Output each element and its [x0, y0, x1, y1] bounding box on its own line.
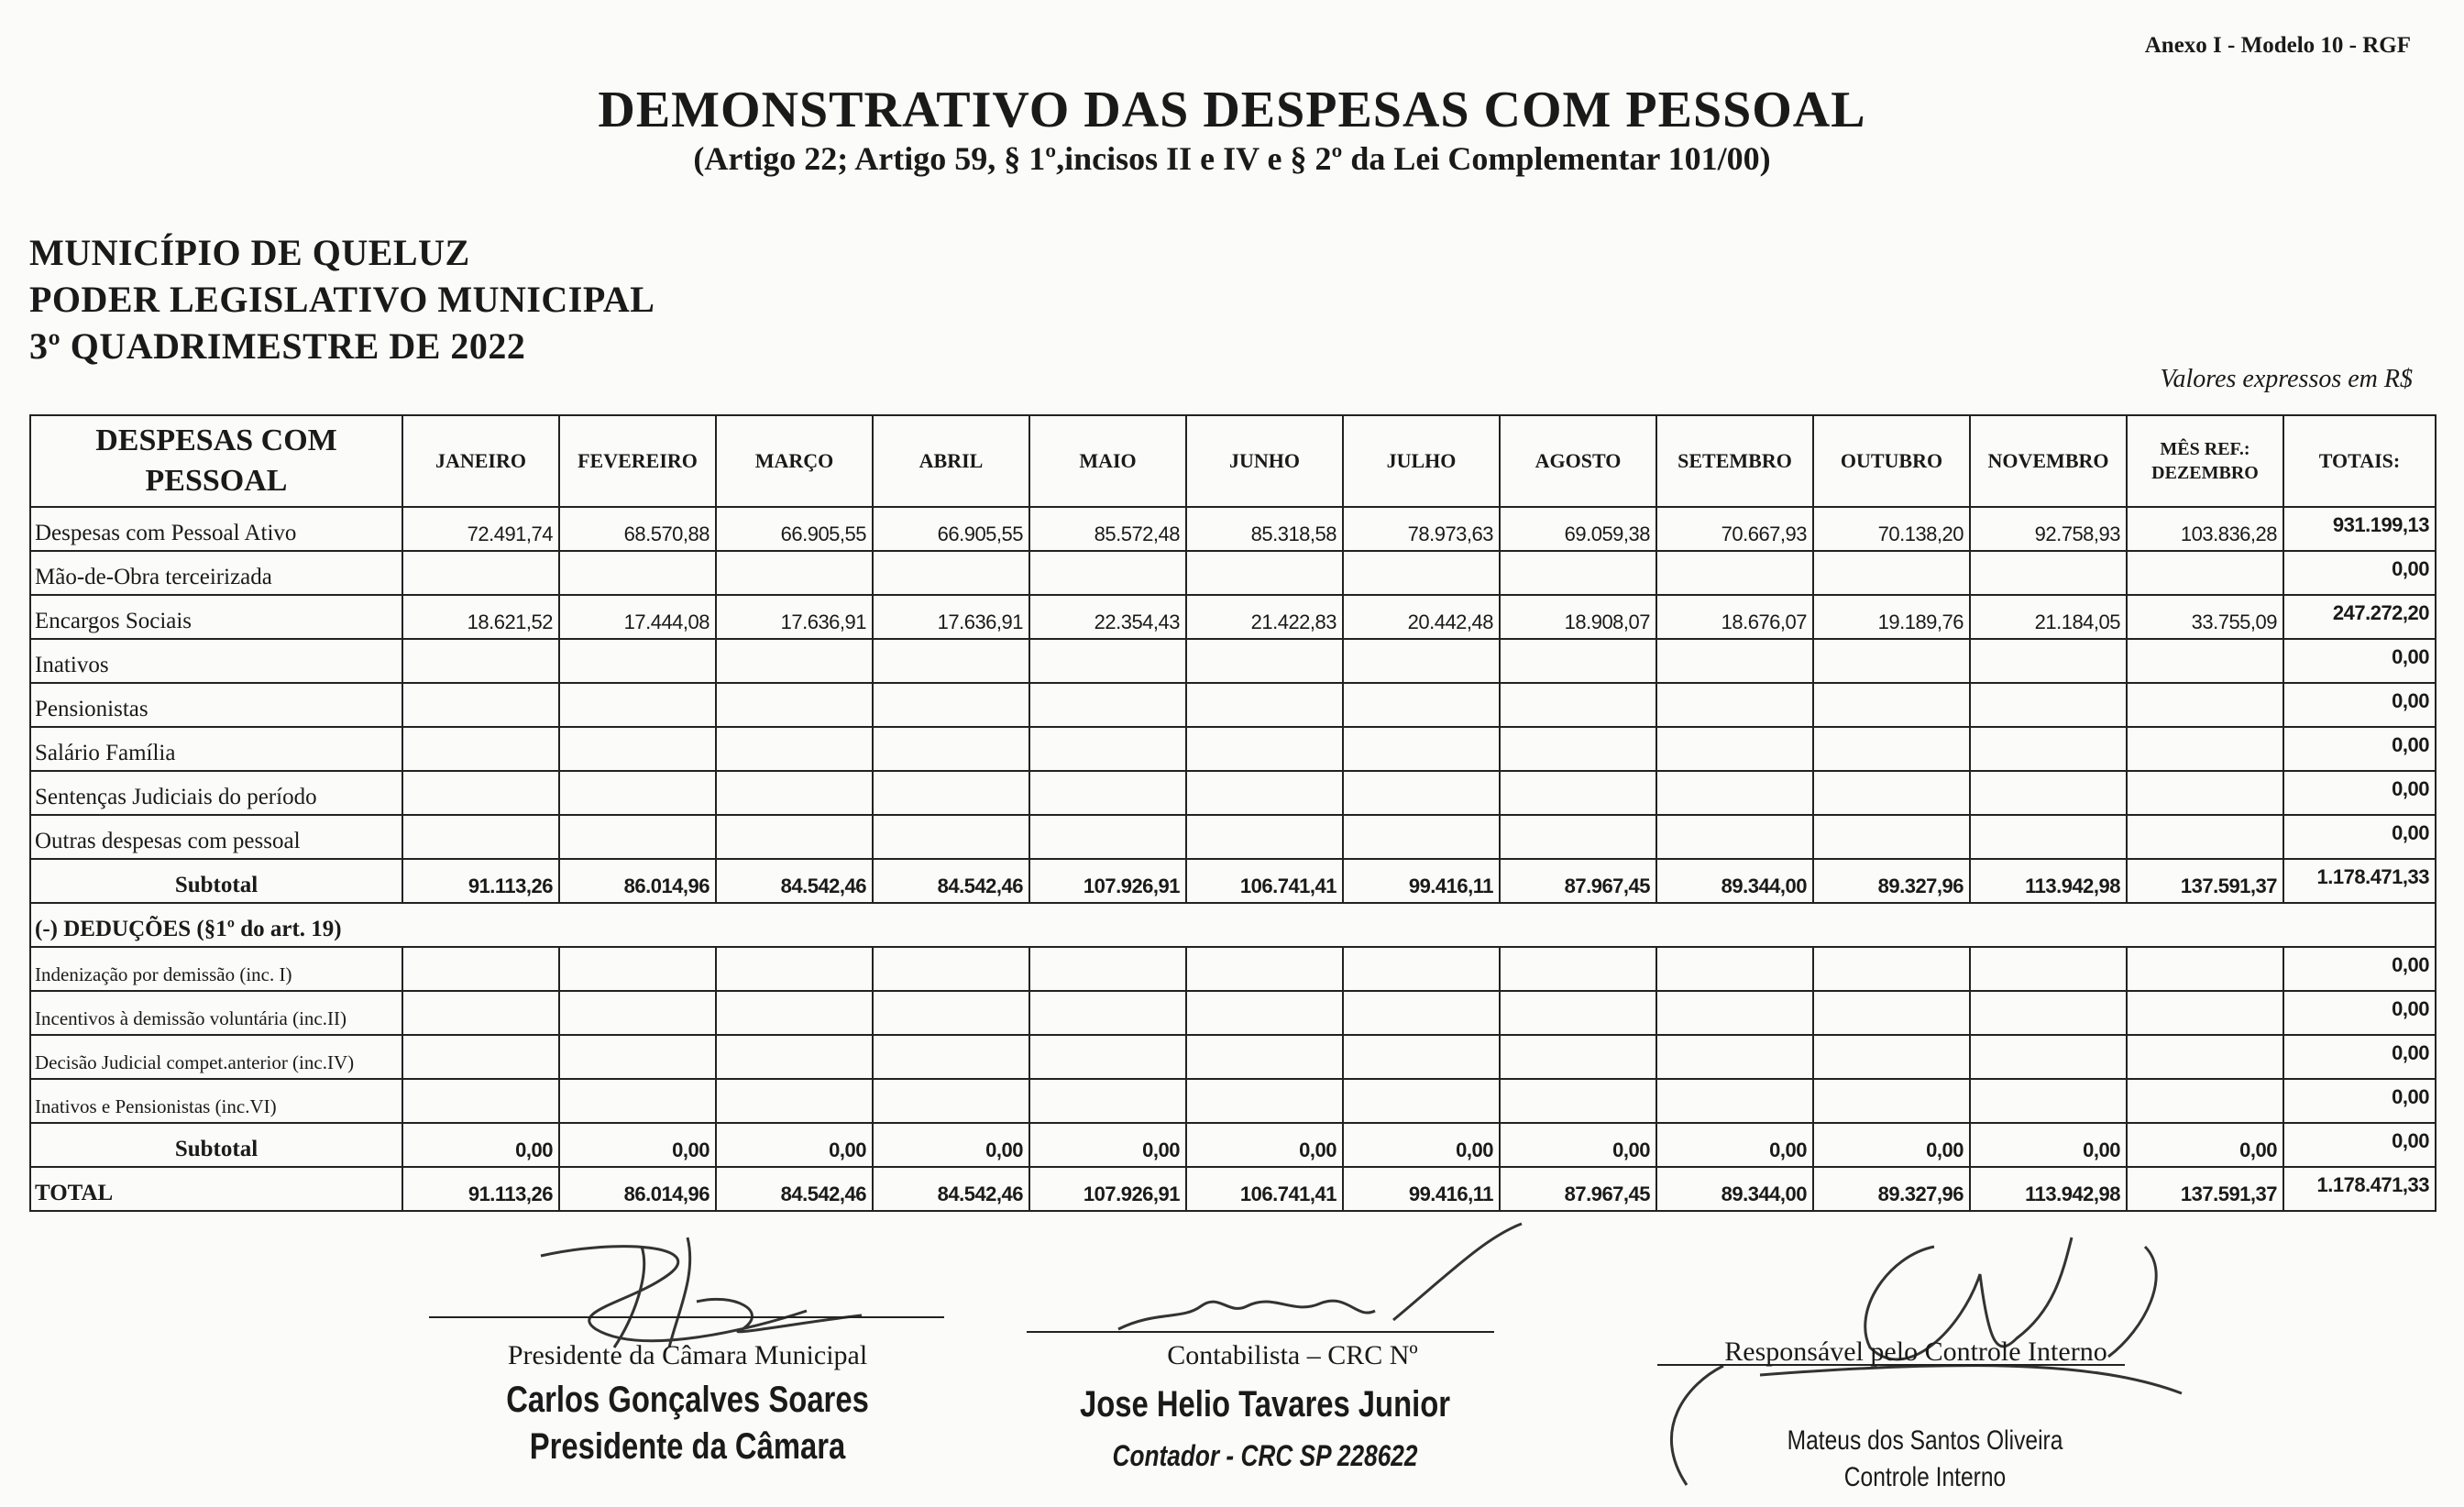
cell-value: 87.967,45 [1500, 859, 1656, 903]
cell-value: 86.014,96 [559, 859, 716, 903]
cell-value: 21.184,05 [1970, 595, 2127, 639]
cell-value [873, 771, 1029, 815]
table-row [30, 683, 2436, 727]
deductions-header-row [30, 903, 2436, 947]
cell-value: 0,00 [716, 1123, 873, 1167]
cell-value [1970, 991, 2127, 1035]
cell-value [1970, 1079, 2127, 1123]
cell-value: 18.908,07 [1500, 595, 1656, 639]
cell-value [1813, 991, 1970, 1035]
cell-value: 106.741,41 [1186, 859, 1343, 903]
cell-value [1343, 727, 1500, 771]
cell-value [559, 991, 716, 1035]
cell-value: 107.926,91 [1029, 1167, 1186, 1211]
cell-value [1500, 727, 1656, 771]
cell-value [1970, 639, 2127, 683]
cell-value [1656, 947, 1813, 991]
cell-total: 0,00 [2283, 1035, 2436, 1079]
signature-line-accountant [1027, 1331, 1494, 1333]
row-label: Incentivos à demissão voluntária (inc.II) [30, 991, 402, 1035]
cell-value: 84.542,46 [716, 1167, 873, 1211]
cell-value [1500, 1079, 1656, 1123]
cell-value: 87.967,45 [1500, 1167, 1656, 1211]
cell-value: 91.113,26 [402, 859, 559, 903]
header-description: DESPESAS COM PESSOAL [30, 415, 402, 507]
cell-value [1186, 771, 1343, 815]
cell-value [1029, 991, 1186, 1035]
signature-line-president [429, 1316, 944, 1318]
cell-value [1970, 683, 2127, 727]
cell-value: 17.444,08 [559, 595, 716, 639]
signature-title-internal-control: Controle Interno [1843, 1462, 2007, 1492]
row-label: Inativos e Pensionistas (inc.VI) [30, 1079, 402, 1123]
cell-value [402, 1079, 559, 1123]
cell-value [716, 551, 873, 595]
cell-value [1656, 1079, 1813, 1123]
cell-value: 106.741,41 [1186, 1167, 1343, 1211]
cell-total: 931.199,13 [2283, 507, 2436, 551]
cell-value [1813, 683, 1970, 727]
cell-value [716, 683, 873, 727]
cell-value: 20.442,48 [1343, 595, 1500, 639]
cell-value [1813, 1079, 1970, 1123]
cell-value [1970, 551, 2127, 595]
cell-value [1029, 815, 1186, 859]
cell-value [1970, 815, 2127, 859]
cell-value [1343, 1079, 1500, 1123]
cell-value: 92.758,93 [1970, 507, 2127, 551]
cell-value: 91.113,26 [402, 1167, 559, 1211]
row-label: Salário Família [30, 727, 402, 771]
cell-value [873, 727, 1029, 771]
cell-value: 89.327,96 [1813, 859, 1970, 903]
cell-value [1343, 771, 1500, 815]
header-totals: TOTAIS: [2283, 415, 2436, 507]
cell-value [1500, 639, 1656, 683]
cell-value [1186, 991, 1343, 1035]
cell-value [1500, 551, 1656, 595]
header-ref-month: MÊS REF.: DEZEMBRO [2127, 415, 2283, 507]
cell-value [2127, 1079, 2283, 1123]
cell-value [402, 991, 559, 1035]
cell-value [1813, 639, 1970, 683]
cell-value: 0,00 [1029, 1123, 1186, 1167]
cell-value [2127, 683, 2283, 727]
table-row [30, 639, 2436, 683]
table-row [30, 771, 2436, 815]
cell-value [559, 639, 716, 683]
cell-value: 18.621,52 [402, 595, 559, 639]
cell-value: 0,00 [559, 1123, 716, 1167]
entity-municipality: MUNICÍPIO DE QUELUZ [29, 232, 470, 273]
signature-name-accountant: Jose Helio Tavares Junior [1079, 1384, 1451, 1424]
cell-value: 66.905,55 [716, 507, 873, 551]
cell-value [1500, 1035, 1656, 1079]
row-label: Outras despesas com pessoal [30, 815, 402, 859]
cell-value: 107.926,91 [1029, 859, 1186, 903]
cell-value: 18.676,07 [1656, 595, 1813, 639]
table-row [30, 727, 2436, 771]
cell-value: 89.344,00 [1656, 1167, 1813, 1211]
cell-total: 0,00 [2283, 991, 2436, 1035]
cell-value [1813, 947, 1970, 991]
cell-value [1970, 1035, 2127, 1079]
row-label: Subtotal [30, 1123, 402, 1167]
signature-scribble-president [513, 1219, 972, 1357]
cell-value: 0,00 [1500, 1123, 1656, 1167]
cell-total: 247.272,20 [2283, 595, 2436, 639]
cell-value: 0,00 [1970, 1123, 2127, 1167]
header-month: FEVEREIRO [559, 415, 716, 507]
table-row [30, 551, 2436, 595]
cell-value: 84.542,46 [873, 859, 1029, 903]
signature-scribble-accountant [1100, 1219, 1540, 1357]
cell-value [1029, 639, 1186, 683]
cell-value [559, 1035, 716, 1079]
cell-value [1813, 815, 1970, 859]
cell-value [402, 815, 559, 859]
cell-value: 0,00 [402, 1123, 559, 1167]
row-label: Encargos Sociais [30, 595, 402, 639]
cell-value [1343, 991, 1500, 1035]
document-title: DEMONSTRATIVO DAS DESPESAS COM PESSOAL [598, 82, 1866, 138]
cell-total: 0,00 [2283, 1079, 2436, 1123]
cell-value [402, 683, 559, 727]
expenses-table-wrapper [29, 414, 2435, 1206]
cell-value [559, 1079, 716, 1123]
table-row [30, 507, 2436, 551]
header-month: JULHO [1343, 415, 1500, 507]
cell-value: 0,00 [2127, 1123, 2283, 1167]
table-row [30, 815, 2436, 859]
cell-value: 0,00 [1656, 1123, 1813, 1167]
cell-value: 69.059,38 [1500, 507, 1656, 551]
table-row [30, 1035, 2436, 1079]
cell-value [559, 947, 716, 991]
cell-value [716, 815, 873, 859]
cell-value [716, 991, 873, 1035]
cell-value: 66.905,55 [873, 507, 1029, 551]
cell-total: 0,00 [2283, 639, 2436, 683]
row-label: Decisão Judicial compet.anterior (inc.IV) [30, 1035, 402, 1079]
cell-total: 0,00 [2283, 947, 2436, 991]
cell-value [1029, 771, 1186, 815]
document-subtitle: (Artigo 22; Artigo 59, § 1º,incisos II e IV e § 2º da Lei Complementar 101/00) [693, 140, 1771, 177]
cell-value: 68.570,88 [559, 507, 716, 551]
cell-value [1656, 683, 1813, 727]
signature-name-president: Carlos Gonçalves Soares [506, 1380, 869, 1420]
cell-value [2127, 947, 2283, 991]
cell-value [873, 1035, 1029, 1079]
cell-value: 89.327,96 [1813, 1167, 1970, 1211]
cell-value [873, 639, 1029, 683]
cell-value [1343, 947, 1500, 991]
cell-value: 33.755,09 [2127, 595, 2283, 639]
cell-value [559, 551, 716, 595]
cell-value [716, 1079, 873, 1123]
cell-value: 113.942,98 [1970, 1167, 2127, 1211]
cell-total: 0,00 [2283, 683, 2436, 727]
cell-value: 99.416,11 [1343, 859, 1500, 903]
cell-value [873, 991, 1029, 1035]
cell-value: 19.189,76 [1813, 595, 1970, 639]
cell-value [1186, 1079, 1343, 1123]
total-row [30, 1167, 2436, 1211]
cell-value: 72.491,74 [402, 507, 559, 551]
cell-value [1186, 683, 1343, 727]
cell-value [1029, 947, 1186, 991]
cell-value [1029, 1079, 1186, 1123]
cell-value [1500, 991, 1656, 1035]
cell-value [2127, 771, 2283, 815]
cell-value: 113.942,98 [1970, 859, 2127, 903]
header-month: NOVEMBRO [1970, 415, 2127, 507]
cell-value [1186, 639, 1343, 683]
cell-value: 70.667,93 [1656, 507, 1813, 551]
cell-value: 70.138,20 [1813, 507, 1970, 551]
cell-value [873, 947, 1029, 991]
signature-name-internal-control: Mateus dos Santos Oliveira [1787, 1425, 2063, 1456]
expenses-table [29, 414, 2436, 1212]
cell-value: 0,00 [1186, 1123, 1343, 1167]
cell-value [873, 551, 1029, 595]
signature-role-accountant: Contabilista – CRC Nº [1167, 1340, 1418, 1370]
cell-value [1813, 727, 1970, 771]
table-row [30, 595, 2436, 639]
cell-value: 0,00 [1813, 1123, 1970, 1167]
cell-value [1343, 639, 1500, 683]
cell-value: 85.318,58 [1186, 507, 1343, 551]
cell-value [716, 639, 873, 683]
row-label: Subtotal [30, 859, 402, 903]
cell-value [402, 1035, 559, 1079]
cell-value [1029, 727, 1186, 771]
cell-value [2127, 1035, 2283, 1079]
signature-title-president: Presidente da Câmara [529, 1426, 846, 1467]
cell-value [1813, 551, 1970, 595]
cell-value [559, 815, 716, 859]
header-month: JUNHO [1186, 415, 1343, 507]
cell-total: 0,00 [2283, 1123, 2436, 1167]
cell-value: 0,00 [873, 1123, 1029, 1167]
cell-value [1656, 639, 1813, 683]
annex-label: Anexo I - Modelo 10 - RGF [2144, 33, 2411, 58]
cell-value [402, 771, 559, 815]
cell-value [1343, 1035, 1500, 1079]
cell-value [1186, 1035, 1343, 1079]
cell-value: 89.344,00 [1656, 859, 1813, 903]
cell-value [559, 771, 716, 815]
cell-value: 84.542,46 [716, 859, 873, 903]
cell-value [1813, 771, 1970, 815]
header-month: JANEIRO [402, 415, 559, 507]
cell-value [873, 1079, 1029, 1123]
cell-value: 22.354,43 [1029, 595, 1186, 639]
cell-value [1029, 551, 1186, 595]
header-month: ABRIL [873, 415, 1029, 507]
cell-value [716, 947, 873, 991]
cell-value [402, 639, 559, 683]
cell-value: 86.014,96 [559, 1167, 716, 1211]
row-label: Despesas com Pessoal Ativo [30, 507, 402, 551]
cell-value [1970, 947, 2127, 991]
cell-value: 17.636,91 [716, 595, 873, 639]
header-month: SETEMBRO [1656, 415, 1813, 507]
row-label: Mão-de-Obra terceirizada [30, 551, 402, 595]
cell-value [2127, 991, 2283, 1035]
cell-value [1186, 815, 1343, 859]
cell-value [1186, 727, 1343, 771]
cell-value [1343, 815, 1500, 859]
cell-value [1500, 771, 1656, 815]
cell-value [1343, 551, 1500, 595]
header-month: OUTUBRO [1813, 415, 1970, 507]
cell-value [2127, 815, 2283, 859]
deductions-header: (-) DEDUÇÕES (§1º do art. 19) [30, 903, 2436, 947]
cell-value [1656, 771, 1813, 815]
cell-value [1656, 727, 1813, 771]
cell-value [716, 1035, 873, 1079]
values-note: Valores expressos em R$ [2160, 365, 2413, 393]
row-label: Inativos [30, 639, 402, 683]
cell-total: 1.178.471,33 [2283, 859, 2436, 903]
cell-value [1500, 683, 1656, 727]
cell-total: 0,00 [2283, 551, 2436, 595]
table-row [30, 1079, 2436, 1123]
cell-total: 0,00 [2283, 727, 2436, 771]
cell-value [1029, 683, 1186, 727]
entity-power: PODER LEGISLATIVO MUNICIPAL [29, 279, 655, 320]
cell-value [1656, 991, 1813, 1035]
cell-value [402, 551, 559, 595]
cell-value [1656, 1035, 1813, 1079]
table-header-row [30, 415, 2436, 507]
header-month: MAIO [1029, 415, 1186, 507]
signature-title-accountant: Contador - CRC SP 228622 [1112, 1439, 1418, 1472]
header-month: AGOSTO [1500, 415, 1656, 507]
cell-value [716, 727, 873, 771]
subtotal-row [30, 859, 2436, 903]
cell-value [716, 771, 873, 815]
header-month: MARÇO [716, 415, 873, 507]
subtotal-row [30, 1123, 2436, 1167]
cell-value [1656, 815, 1813, 859]
cell-value [1186, 947, 1343, 991]
cell-value [2127, 551, 2283, 595]
cell-value [2127, 639, 2283, 683]
cell-value [1970, 727, 2127, 771]
cell-total: 0,00 [2283, 815, 2436, 859]
row-label: Sentenças Judiciais do período [30, 771, 402, 815]
row-label: Pensionistas [30, 683, 402, 727]
cell-value [2127, 727, 2283, 771]
cell-value [1656, 551, 1813, 595]
cell-value [1500, 815, 1656, 859]
cell-value: 99.416,11 [1343, 1167, 1500, 1211]
cell-value: 78.973,63 [1343, 507, 1500, 551]
cell-value: 0,00 [1343, 1123, 1500, 1167]
row-label: Indenização por demissão (inc. I) [30, 947, 402, 991]
cell-value [1343, 683, 1500, 727]
table-row [30, 947, 2436, 991]
cell-value: 84.542,46 [873, 1167, 1029, 1211]
cell-value [1186, 551, 1343, 595]
cell-value [1813, 1035, 1970, 1079]
cell-value: 21.422,83 [1186, 595, 1343, 639]
cell-value [1500, 947, 1656, 991]
cell-value: 103.836,28 [2127, 507, 2283, 551]
table-body [30, 507, 2436, 1211]
cell-value: 85.572,48 [1029, 507, 1186, 551]
cell-value: 137.591,37 [2127, 1167, 2283, 1211]
entity-period: 3º QUADRIMESTRE DE 2022 [29, 325, 526, 367]
row-label: TOTAL [30, 1167, 402, 1211]
table-row [30, 991, 2436, 1035]
cell-total: 1.178.471,33 [2283, 1167, 2436, 1211]
cell-value [559, 727, 716, 771]
cell-value [873, 683, 1029, 727]
cell-value [1029, 1035, 1186, 1079]
cell-value [402, 947, 559, 991]
cell-value [402, 727, 559, 771]
cell-value [559, 683, 716, 727]
cell-value [1970, 771, 2127, 815]
cell-value: 137.591,37 [2127, 859, 2283, 903]
cell-value [873, 815, 1029, 859]
signature-role-internal-control: Responsável pelo Controle Interno [1724, 1336, 2107, 1367]
signature-role-president: Presidente da Câmara Municipal [507, 1340, 868, 1370]
cell-total: 0,00 [2283, 771, 2436, 815]
cell-value: 17.636,91 [873, 595, 1029, 639]
